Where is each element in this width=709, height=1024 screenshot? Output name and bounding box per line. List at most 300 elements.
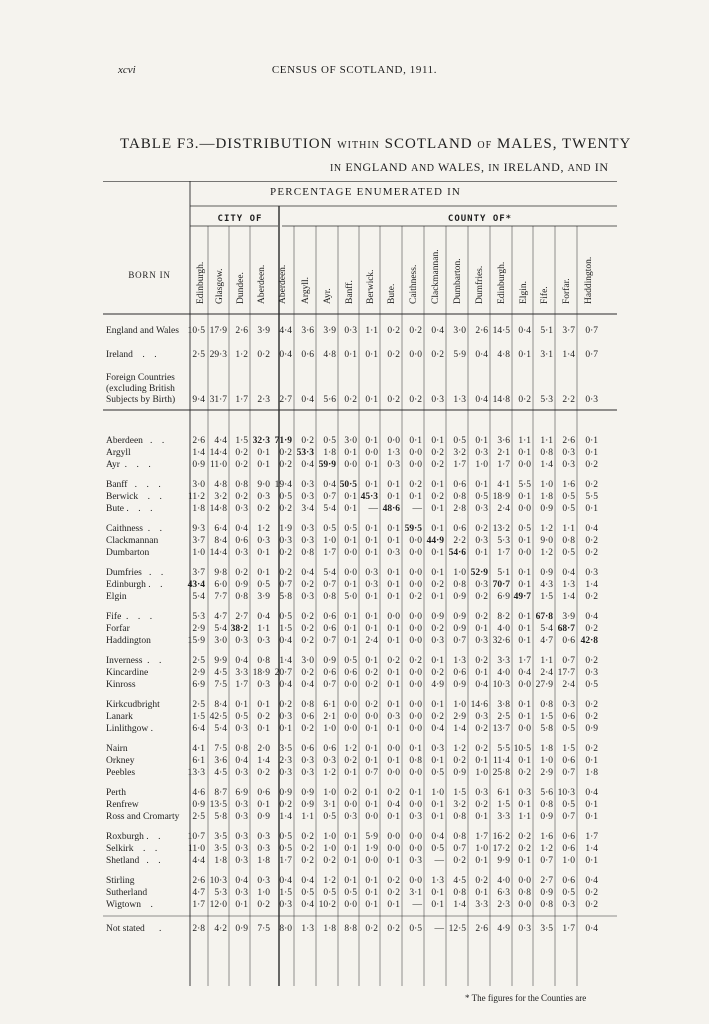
table-cell: 4·6	[192, 788, 205, 798]
title-part: IN	[330, 163, 342, 174]
table-cell: 0·1	[518, 536, 531, 546]
table-cell: 0·1	[344, 768, 357, 778]
table-cell: 0·4	[279, 636, 292, 646]
table-cell: 0·1	[387, 812, 400, 822]
table-cell: 0·1	[409, 744, 422, 754]
table-cell: 1·0	[453, 568, 466, 578]
table-cell: 8·7	[214, 788, 227, 798]
table-cell: 0·3	[235, 636, 248, 646]
table-cell: 0·2	[409, 480, 422, 490]
table-cell: 9·3	[192, 524, 205, 534]
table-cell: 1·8	[585, 768, 598, 778]
table-cell: 0·4	[585, 924, 598, 934]
table-cell: 3·3	[475, 900, 488, 910]
table-cell: 0·1	[387, 668, 400, 678]
table-cell: 0·4	[475, 680, 488, 690]
table-cell: 0·1	[585, 448, 598, 458]
table-cell: 0·0	[409, 612, 422, 622]
table-cell: 0·3	[562, 460, 575, 470]
table-cell: 0·5	[431, 844, 444, 854]
table-cell: 0·3	[475, 712, 488, 722]
table-cell: 0·1	[518, 756, 531, 766]
table-cell: 0·2	[301, 612, 314, 622]
table-cell: 5·8	[279, 592, 292, 602]
table-cell: 1·3	[453, 656, 466, 666]
table-cell: 5·5	[585, 492, 598, 502]
table-cell: 0·4	[235, 656, 248, 666]
born-in-header: BORN IN	[128, 270, 171, 280]
table-cell: 2·6	[235, 326, 248, 336]
table-cell: 0·1	[344, 876, 357, 886]
table-cell: 0·0	[409, 712, 422, 722]
table-cell: 0·1	[431, 548, 444, 558]
table-cell: 0·2	[518, 844, 531, 854]
table-cell: 10·3	[492, 680, 510, 690]
table-cell: 5·1	[497, 568, 510, 578]
table-cell: 0·3	[475, 504, 488, 514]
title-part: OF	[477, 140, 493, 151]
table-title-line-1	[120, 136, 631, 153]
table-cell: 1·0	[323, 536, 336, 546]
table-cell: 0·3	[235, 724, 248, 734]
table-cell: 0·3	[365, 580, 378, 590]
table-cell: 0·8	[323, 592, 336, 602]
table-cell: 0·4	[301, 568, 314, 578]
table-cell: 0·4	[585, 612, 598, 622]
table-cell: 1·1	[540, 436, 553, 446]
table-cell: 0·2	[431, 668, 444, 678]
table-cell: 0·2	[518, 832, 531, 842]
table-cell: 0·1	[475, 856, 488, 866]
table-cell: 1·7	[585, 832, 598, 842]
table-cell: 0·1	[257, 460, 270, 470]
table-cell: 0·3	[235, 844, 248, 854]
table-cell: 0·0	[409, 448, 422, 458]
table-cell: 0·1	[257, 448, 270, 458]
table-cell: 0·1	[431, 524, 444, 534]
table-cell: 0·2	[431, 712, 444, 722]
table-cell: 0·2	[585, 536, 598, 546]
table-cell: 0·1	[387, 856, 400, 866]
table-cell: 0·4	[301, 900, 314, 910]
table-cell: 0·4	[301, 395, 314, 405]
table-cell: 3·3	[497, 812, 510, 822]
table-cell: 10·2	[318, 900, 336, 910]
table-title-line-2	[330, 160, 609, 175]
table-cell: 0·8	[257, 656, 270, 666]
title-part: WALES,	[434, 160, 489, 174]
row-label: Dumfries . .	[106, 568, 164, 578]
table-cell: 1·2	[323, 768, 336, 778]
table-cell: 0·2	[301, 668, 314, 678]
table-cell: 0·0	[409, 668, 422, 678]
table-cell: 0·4	[257, 612, 270, 622]
table-cell: —	[368, 504, 378, 514]
table-cell: 0·7	[562, 812, 575, 822]
table-cell: 0·1	[365, 460, 378, 470]
table-cell: 0·2	[453, 756, 466, 766]
table-cell: 4·0	[497, 624, 510, 634]
table-cell: 0·2	[301, 636, 314, 646]
table-cell: 0·7	[323, 580, 336, 590]
table-cell: 1·8	[192, 504, 205, 514]
table-cell: 13·3	[187, 768, 205, 778]
table-cell: 14·4	[209, 448, 227, 458]
table-cell: 0·1	[585, 856, 598, 866]
table-cell: 1·6	[540, 832, 553, 842]
table-cell: 0·2	[257, 712, 270, 722]
table-cell: 4·7	[214, 612, 227, 622]
table-cell: 2·3	[279, 756, 292, 766]
table-cell: 10·5	[187, 326, 205, 336]
row-label: Wigtown .	[106, 900, 153, 910]
table-cell: 0·2	[431, 448, 444, 458]
table-cell: 0·2	[475, 744, 488, 754]
table-cell: 2·0	[257, 744, 270, 754]
table-cell: 0·1	[257, 548, 270, 558]
table-cell: 7·5	[214, 680, 227, 690]
table-cell: 0·1	[518, 612, 531, 622]
table-cell: 0·2	[301, 624, 314, 634]
table-cell: 1·8	[214, 856, 227, 866]
table-cell: 0·1	[344, 636, 357, 646]
table-cell: 11·0	[187, 844, 205, 854]
table-cell: 1·4	[257, 756, 270, 766]
table-cell: 3·1	[540, 350, 553, 360]
table-cell: 0·4	[585, 524, 598, 534]
table-cell: 6·9	[235, 788, 248, 798]
table-cell: 0·0	[387, 768, 400, 778]
table-cell: 0·1	[365, 724, 378, 734]
table-cell: 0·2	[431, 350, 444, 360]
table-cell: 6·1	[323, 700, 336, 710]
table-cell: 3·9	[323, 326, 336, 336]
table-cell: 2·6	[475, 326, 488, 336]
table-cell: 0·0	[409, 350, 422, 360]
table-cell: 0·1	[365, 788, 378, 798]
table-cell: 0·1	[518, 568, 531, 578]
table-cell: 1·7	[562, 924, 575, 934]
table-cell: 0·4	[518, 668, 531, 678]
table-cell: 0·3	[387, 548, 400, 558]
table-cell: 4·2	[214, 924, 227, 934]
table-cell: 0·1	[475, 436, 488, 446]
table-cell: 0·1	[518, 448, 531, 458]
table-cell: 0·0	[344, 460, 357, 470]
table-cell: 0·5	[409, 924, 422, 934]
table-cell: 0·1	[387, 900, 400, 910]
column-header	[405, 232, 425, 304]
table-cell: 0·1	[387, 592, 400, 602]
table-cell: 0·1	[585, 800, 598, 810]
table-cell: 1·0	[475, 768, 488, 778]
table-cell: 0·6	[562, 832, 575, 842]
row-label: Ireland . .	[106, 350, 157, 360]
table-cell: 0·1	[431, 756, 444, 766]
table-cell: 4·4	[279, 326, 292, 336]
table-cell: 1·2	[344, 744, 357, 754]
table-cell: 0·2	[279, 448, 292, 458]
row-label: Ross and Cromarty	[106, 812, 180, 822]
table-cell: 0·1	[344, 580, 357, 590]
table-cell: 8·4	[214, 700, 227, 710]
table-cell: 0·1	[585, 756, 598, 766]
table-cell: 4·9	[431, 680, 444, 690]
table-cell: 0·2	[365, 700, 378, 710]
table-cell: 0·2	[585, 592, 598, 602]
table-cell: 0·0	[409, 832, 422, 842]
table-cell: 7·5	[214, 744, 227, 754]
table-cell: 0·7	[323, 492, 336, 502]
table-cell: 0·2	[453, 856, 466, 866]
table-cell: 1·2	[257, 524, 270, 534]
table-cell: 0·5	[562, 724, 575, 734]
row-label: Haddington	[106, 636, 151, 646]
table-cell: 2·2	[562, 395, 575, 405]
table-cell: 31·7	[209, 395, 227, 405]
title-part: WITHIN	[337, 140, 380, 151]
table-cell: 0·5	[562, 492, 575, 502]
table-cell: 6·1	[192, 756, 205, 766]
table-cell: 16·2	[492, 832, 510, 842]
table-cell: 0·5	[431, 768, 444, 778]
table-cell: 0·5	[344, 888, 357, 898]
table-cell: 2·9	[540, 768, 553, 778]
table-cell: 5·5	[497, 744, 510, 754]
table-cell: 1·4	[585, 580, 598, 590]
table-cell: 0·3	[235, 504, 248, 514]
table-cell: 0·2	[431, 460, 444, 470]
table-cell: 0·3	[475, 788, 488, 798]
table-cell: 1·4	[453, 724, 466, 734]
table-cell: 2·7	[279, 395, 292, 405]
table-cell: 2·7	[235, 612, 248, 622]
title-part: ENGLAND	[341, 160, 412, 174]
table-cell: 2·5	[192, 656, 205, 666]
table-cell: 5·4	[214, 624, 227, 634]
table-cell: 0·2	[279, 700, 292, 710]
table-cell: 1·3	[562, 580, 575, 590]
table-cell: 0·0	[344, 900, 357, 910]
table-cell: 0·0	[409, 548, 422, 558]
table-cell: 0·0	[365, 856, 378, 866]
table-cell: 0·1	[518, 856, 531, 866]
column-header	[493, 232, 513, 304]
table-cell: 1·0	[475, 460, 488, 470]
table-cell: 0·4	[431, 326, 444, 336]
table-cell: 0·0	[518, 504, 531, 514]
table-cell: 0·0	[365, 448, 378, 458]
table-cell: 0·5	[301, 888, 314, 898]
table-cell: 0·2	[235, 492, 248, 502]
column-header	[319, 232, 339, 304]
table-cell: 0·5	[279, 612, 292, 622]
table-cell: 1·3	[387, 448, 400, 458]
table-cell: 0·2	[387, 876, 400, 886]
column-header-label: Banff.	[345, 280, 355, 304]
table-cell: 3·6	[301, 326, 314, 336]
table-cell: 1·4	[540, 460, 553, 470]
table-cell: 0·9	[279, 788, 292, 798]
table-cell: 0·0	[344, 724, 357, 734]
row-label: Lanark	[106, 712, 133, 722]
table-cell: 3·2	[214, 492, 227, 502]
table-cell: 0·9	[540, 812, 553, 822]
row-label: Foreign Countries (excluding British Subjects by Birth)	[106, 373, 176, 405]
table-cell: 8·2	[497, 612, 510, 622]
table-cell: 1·0	[431, 788, 444, 798]
title-part: AND	[567, 163, 592, 174]
table-cell: 1·7	[235, 680, 248, 690]
row-label: Dumbarton	[106, 548, 150, 558]
table-cell: 0·1	[409, 788, 422, 798]
table-cell: 67·8	[535, 612, 553, 622]
table-cell: 0·0	[344, 680, 357, 690]
table-cell: 3·7	[192, 568, 205, 578]
table-cell: 0·1	[387, 480, 400, 490]
table-cell: 0·2	[518, 395, 531, 405]
table-cell: 0·1	[257, 800, 270, 810]
table-cell: 3·1	[323, 800, 336, 810]
table-cell: 1·0	[192, 548, 205, 558]
table-cell: 0·0	[365, 812, 378, 822]
table-cell: 0·5	[257, 580, 270, 590]
row-label: Forfar	[106, 624, 130, 634]
table-cell: 1·5	[453, 788, 466, 798]
table-cell: 0·1	[365, 612, 378, 622]
table-cell: 0·9	[453, 592, 466, 602]
table-cell: 0·3	[323, 756, 336, 766]
table-cell: 11·0	[209, 460, 227, 470]
table-cell: 0·4	[279, 680, 292, 690]
table-cell: 0·3	[562, 900, 575, 910]
table-cell: 2·3	[257, 395, 270, 405]
table-cell: 0·3	[475, 448, 488, 458]
table-cell: 1·1	[562, 524, 575, 534]
table-cell: 1·2	[453, 744, 466, 754]
table-cell: 0·2	[235, 448, 248, 458]
table-cell: 3·8	[497, 700, 510, 710]
table-cell: 0·3	[257, 636, 270, 646]
table-cell: 0·1	[387, 568, 400, 578]
title-part: IN	[591, 160, 609, 174]
table-cell: 1·5	[540, 712, 553, 722]
table-cell: 0·1	[387, 724, 400, 734]
table-cell: 0·4	[585, 876, 598, 886]
table-cell: 0·6	[562, 756, 575, 766]
column-header	[558, 232, 578, 304]
table-cell: 0·1	[585, 504, 598, 514]
table-cell: 0·4	[475, 350, 488, 360]
table-cell: 0·9	[540, 504, 553, 514]
column-header-label: Dumfries.	[475, 265, 485, 304]
table-cell: 8·8	[344, 924, 357, 934]
table-cell: 0·2	[585, 744, 598, 754]
table-cell: 0·1	[365, 876, 378, 886]
table-cell: 0·3	[387, 712, 400, 722]
table-cell: 0·2	[387, 395, 400, 405]
table-cell: 0·1	[585, 436, 598, 446]
table-cell: 0·1	[344, 350, 357, 360]
table-cell: 0·2	[235, 568, 248, 578]
table-cell: 1·2	[540, 844, 553, 854]
table-cell: 0·3	[475, 580, 488, 590]
table-cell: 1·5	[235, 436, 248, 446]
table-cell: 17·2	[492, 844, 510, 854]
table-cell: 1·7	[279, 856, 292, 866]
row-label: Nairn	[106, 744, 128, 754]
table-cell: 0·1	[365, 350, 378, 360]
table-cell: 0·6	[301, 712, 314, 722]
table-cell: 19·4	[274, 480, 292, 490]
table-cell: 59·9	[318, 460, 336, 470]
table-cell: 11·4	[492, 756, 510, 766]
table-cell: 14·8	[492, 395, 510, 405]
row-label: Orkney	[106, 756, 135, 766]
table-cell: 0·0	[409, 580, 422, 590]
table-cell: 0·0	[409, 768, 422, 778]
column-header	[297, 232, 317, 304]
table-cell: 0·9	[192, 460, 205, 470]
table-cell: 1·5	[562, 744, 575, 754]
table-cell: 0·7	[453, 844, 466, 854]
row-label: Ayr . . .	[106, 460, 151, 470]
table-cell: 0·1	[365, 395, 378, 405]
table-cell: 0·1	[518, 624, 531, 634]
table-cell: 0·3	[431, 395, 444, 405]
table-cell: 0·7	[585, 326, 598, 336]
table-cell: 0·3	[475, 636, 488, 646]
column-header	[341, 232, 361, 304]
table-cell: 0·2	[585, 548, 598, 558]
table-cell: 0·1	[431, 656, 444, 666]
table-cell: 2·5	[192, 700, 205, 710]
column-header	[427, 232, 447, 304]
column-header	[515, 232, 535, 304]
table-cell: 0·2	[475, 612, 488, 622]
table-cell: 42·8	[580, 636, 598, 646]
table-cell: 0·7	[323, 680, 336, 690]
table-cell: 0·2	[365, 668, 378, 678]
table-cell: 0·6	[257, 788, 270, 798]
table-cell: 0·3	[409, 812, 422, 822]
table-cell: 0·2	[279, 800, 292, 810]
table-cell: 4·8	[214, 480, 227, 490]
table-cell: 6·4	[192, 724, 205, 734]
table-cell: 1·8	[323, 924, 336, 934]
column-header-label: Fife.	[540, 286, 550, 304]
table-cell: 0·3	[257, 536, 270, 546]
table-cell: 0·4	[301, 460, 314, 470]
table-cell: 0·5	[279, 492, 292, 502]
table-cell: 0·4	[301, 680, 314, 690]
table-cell: 0·7	[562, 768, 575, 778]
table-cell: 0·1	[431, 888, 444, 898]
table-cell: 2·9	[192, 668, 205, 678]
column-header	[580, 232, 600, 304]
table-cell: 0·1	[431, 504, 444, 514]
table-cell: 8·4	[214, 536, 227, 546]
column-header-label: Edinburgh.	[497, 261, 507, 304]
table-cell: 0·1	[365, 548, 378, 558]
table-cell: 1·4	[562, 350, 575, 360]
table-cell: 0·3	[562, 448, 575, 458]
table-cell: 0·0	[387, 832, 400, 842]
title-part: AND	[411, 163, 435, 174]
table-cell: 1·2	[323, 876, 336, 886]
table-cell: 1·1	[518, 812, 531, 822]
table-cell: 1·6	[562, 480, 575, 490]
